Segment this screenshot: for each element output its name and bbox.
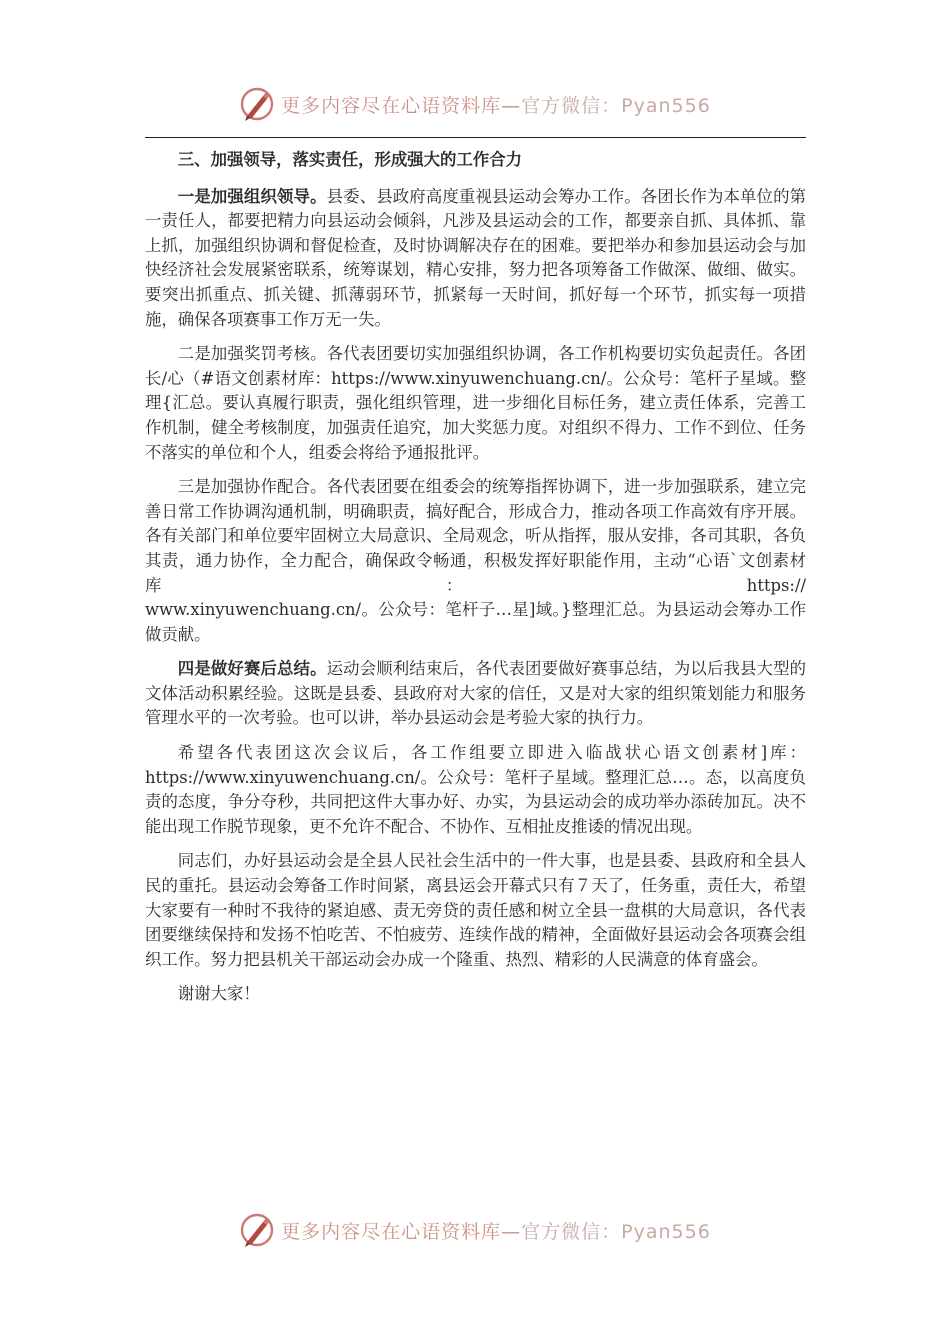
document-body: [145, 148, 806, 1017]
paragraph-1-body: 县委、县政府高度重视县运动会筹办工作。各团长作为本单位的第一责任人，都要把精力向县运动会倾斜，凡涉及县运动会的工作，都要亲自抓、具体抓、靠上抓，加强组织协调和督促检查，及时协调解决存在的困难。要把举办和参加县运动会与加快经济社会发展紧密联系，统筹谋划，精心安排，努力把各项筹备工作做深、做细、做实。要突出抓重点、抓关键、抓薄弱环节，抓紧每一天时间，抓好每一个环节，抓实每一项措施，确保各项赛事工作万无一失。: [145, 186, 807, 329]
paragraph-4-body: 运动会顺利结束后，各代表团要做好赛事总结，为以后我县大型的文体活动积累经验。这既是县委、县政府对大家的信任，又是对大家的组织策划能力和服务管理水平的一次考验。也可以讲，举办县运动会是考验大家的执行力。: [145, 659, 807, 728]
paragraph-4: [145, 657, 806, 731]
pen-logo-icon: [239, 86, 275, 122]
paragraph-1: [145, 185, 806, 333]
footer-banner: [0, 1210, 950, 1250]
paragraph-3-tail: www.xinyuwenchuang.cn/。公众号：笔杆子…星]域。}整理汇总。为县运动会筹办工作做贡献。: [145, 600, 806, 644]
footer-banner-text: 更多内容尽在心语资料库—: [281, 1220, 522, 1243]
paragraph-5: 希望各代表团这次会议后，各工作组要立即进入临战状心语文创素材]库：https://www.xinyuwenchuang.cn/。公众号：笔杆子星域。整理汇总…。态，以高度负责的态度，争分夺秒，共同把这件大事办好、办实，为县运动会的成功举办添砖加瓦。决不能出现工作脱节现象，更不允许不配合、不协作、互相扯皮推诿的情况出现。: [145, 743, 806, 836]
banner-text: 更多内容尽在心语资料库—: [281, 94, 522, 117]
pen-logo-icon: [239, 1212, 275, 1248]
section-heading: 三、加强领导，落实责任，形成强大的工作合力: [177, 150, 522, 169]
paragraph-7: 谢谢大家！: [177, 984, 260, 1004]
paragraph-2: 二是加强奖罚考核。各代表团要切实加强组织协调，各工作机构要切实负起责任。各团长/心（#语文创素材库：https://www.xinyuwenchuang.cn/。公众号：笔杆子星域。整理{汇总。要认真履行职责，强化组织管理，进一步细化目标任务，建立责任体系，完善工作机制，健全考核制度，加强责任追究，加大奖惩力度。对组织不得力、工作不到位、任务不落实的单位和个人，组委会将给予通报批评。: [145, 344, 806, 462]
header-banner: [0, 84, 950, 124]
paragraph-3: 三是加强协作配合。各代表团要在组委会的统筹指挥协调下，进一步加强联系，建立完善日常工作协调沟通机制，明确职责，搞好配合，形成合力，推动各项工作高效有序开展。各有关部门和单位要牢固树立大局意识、全局观念，听从指挥，服从安排，各司其职，各负其责，通力协作，全力配合，确保政令畅通，积极发挥好职能作用，主动“心语`文创素材库：https://: [145, 477, 806, 595]
header-divider: [145, 137, 806, 138]
footer-banner-wechat: 官方微信：Pyan556: [521, 1220, 711, 1243]
banner-wechat: 官方微信：Pyan556: [521, 94, 711, 117]
paragraph-4-lead: 四是做好赛后总结。: [177, 659, 327, 679]
paragraph-1-lead: 一是加强组织领导。: [177, 186, 327, 206]
paragraph-6: 同志们，办好县运动会是全县人民社会生活中的一件大事，也是县委、县政府和全县人民的重托。县运动会筹备工作时间紧，离县运会开幕式只有７天了，任务重，责任大，希望大家要有一种时不我待的紧迫感、责无旁贷的责任感和树立全县一盘棋的大局意识，各代表团要继续保持和发扬不怕吃苦、不怕疲劳、连续作战的精神，全面做好县运动会各项赛会组织工作。努力把县机关干部运动会办成一个隆重、热烈、精彩的人民满意的体育盛会。: [145, 851, 806, 969]
